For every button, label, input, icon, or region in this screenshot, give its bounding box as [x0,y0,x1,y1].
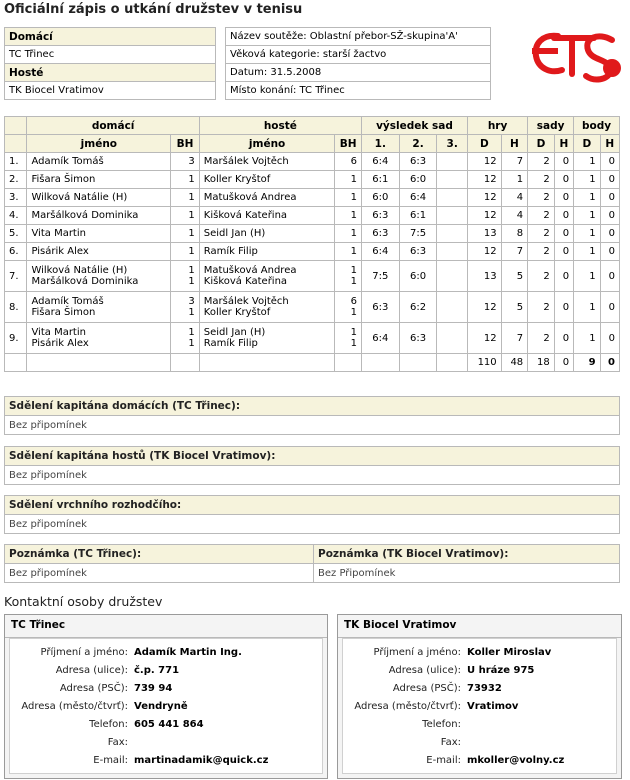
points-h: 0 [600,323,619,354]
points-h: 0 [600,243,619,261]
points-d: 1 [574,225,601,243]
set-3-score [437,171,468,189]
home-note-title: Poznámka (TC Třinec): [5,545,314,564]
sets-h: 0 [554,153,573,171]
header-set-3: 3. [437,135,468,153]
sets-d: 2 [528,261,555,292]
match-row [5,153,620,171]
guest-player-line: Kišková Kateřina [203,276,288,287]
sets-h: 0 [554,243,573,261]
sets-d: 2 [528,292,555,323]
home-player-bh [171,292,200,323]
sets-d: 2 [528,207,555,225]
home-player-bh-line: 1 [188,276,195,287]
games-d: 12 [468,189,502,207]
home-player-line: Vita Martin [31,327,86,338]
referee-title: Sdělení vrchního rozhodčího: [5,496,620,515]
home-player [27,207,171,225]
home-contact-street: č.p. 771 [134,664,180,676]
match-row [5,243,620,261]
guest-captain-title: Sdělení kapitána hostů (TK Biocel Vratimov): [5,447,620,466]
header-games-d: D [468,135,502,153]
match-row [5,171,620,189]
guest-player-bh-line: 1 [350,246,357,257]
guest-player [199,207,335,225]
home-player [27,261,171,292]
home-player-line: Maršálková Dominika [31,276,139,287]
header-guest: hosté [199,117,361,135]
points-h: 0 [600,225,619,243]
games-h: 1 [501,171,528,189]
games-d: 12 [468,292,502,323]
points-d: 1 [574,323,601,354]
sets-h: 0 [554,207,573,225]
guest-note-text: Bez Připomínek [314,564,620,583]
label-email: E-mail: [426,754,461,766]
guest-player [199,243,335,261]
points-h: 0 [600,171,619,189]
guest-player-bh [335,261,362,292]
header-points-h: H [600,135,619,153]
totals-empty [361,354,399,372]
guest-player-line: Maršálek Vojtěch [203,156,289,167]
guest-player-bh [335,171,362,189]
guest-note-title: Poznámka (TK Biocel Vratimov): [314,545,620,564]
label-zip: Adresa (PSČ): [392,682,461,694]
sets-h: 0 [554,261,573,292]
totals-empty [335,354,362,372]
games-d: 12 [468,171,502,189]
sets-d: 2 [528,189,555,207]
set-1-score: 6:0 [361,189,399,207]
header-sets: sady [528,117,574,135]
guest-label: Hosté [5,64,216,82]
guest-player-bh [335,207,362,225]
header-home: domácí [27,117,199,135]
set-2-score: 6:3 [399,323,437,354]
home-player-line: Pisárik Alex [31,246,89,257]
sets-d: 2 [528,323,555,354]
guest-player-bh [335,292,362,323]
home-captain-note [4,396,620,435]
sets-h: 0 [554,323,573,354]
home-player-bh [171,153,200,171]
home-player-line: Wilková Natálie (H) [31,265,128,276]
header-games-h: H [501,135,528,153]
guest-player [199,261,335,292]
guest-player-line: Maršálek Vojtěch [203,296,289,307]
header-guest-name: jméno [199,135,335,153]
home-contact-fax [134,733,268,751]
guest-player-bh-line: 1 [350,192,357,203]
header-corner-2 [5,135,27,153]
points-h: 0 [600,292,619,323]
home-captain-text: Bez připomínek [5,416,620,435]
guest-player-bh-line: 6 [350,296,357,307]
guest-player-line: Ramík Filip [203,338,258,349]
set-1-score: 7:5 [361,261,399,292]
label-zip: Adresa (PSČ): [59,682,128,694]
guest-player-line: Ramík Filip [203,246,258,257]
games-d: 12 [468,243,502,261]
page-title: Oficiální zápis o utkání družstev v tenisu [4,2,303,17]
games-d: 12 [468,323,502,354]
header-score: výsledek sad [361,117,467,135]
label-city: Adresa (město/čtvrť): [354,700,461,712]
set-3-score [437,323,468,354]
totals-empty [399,354,437,372]
label-name: Příjmení a jméno: [373,646,461,658]
referee-note [4,495,620,534]
total-points-d: 9 [574,354,601,372]
set-1-score: 6:3 [361,292,399,323]
set-3-score [437,292,468,323]
home-captain-title: Sdělení kapitána domácích (TC Třinec): [5,397,620,416]
match-number: 8. [5,292,27,323]
totals-empty [27,354,171,372]
header-set-1: 1. [361,135,399,153]
header-set-2: 2. [399,135,437,153]
match-number: 5. [5,225,27,243]
set-2-score: 6:0 [399,261,437,292]
header-points: body [574,117,620,135]
guest-player [199,292,335,323]
guest-player [199,323,335,354]
label-phone: Telefon: [89,718,128,730]
home-contact-city: Vendryně [134,700,188,712]
total-points-h: 0 [600,354,619,372]
points-d: 1 [574,207,601,225]
label-street: Adresa (ulice): [388,664,461,676]
total-games-d: 110 [468,354,502,372]
points-h: 0 [600,189,619,207]
match-number: 3. [5,189,27,207]
guest-contact-name: Koller Miroslav [467,646,552,658]
home-player-bh [171,243,200,261]
header-points-d: D [574,135,601,153]
guest-player-bh-line: 1 [350,307,357,318]
set-3-score [437,207,468,225]
guest-player [199,153,335,171]
set-2-score: 6:2 [399,292,437,323]
sets-d: 2 [528,153,555,171]
guest-player [199,171,335,189]
guest-contact-email[interactable]: mkoller@volny.cz [467,754,565,766]
set-3-score [437,189,468,207]
games-d: 12 [468,153,502,171]
totals-empty [171,354,200,372]
points-h: 0 [600,207,619,225]
set-3-score [437,243,468,261]
header-corner [5,117,27,135]
set-1-score: 6:4 [361,243,399,261]
guest-contact-table [343,643,564,769]
home-player [27,171,171,189]
total-games-h: 48 [501,354,528,372]
age-category: Věková kategorie: starší žactvo [226,46,491,64]
home-label: Domácí [5,28,216,46]
games-h: 4 [501,207,528,225]
match-row [5,207,620,225]
sets-d: 2 [528,243,555,261]
home-player-bh-line: 1 [188,246,195,257]
competition-name: Název soutěže: Oblastní přebor-SŽ-skupina'A' [226,28,491,46]
sets-h: 0 [554,225,573,243]
guest-player-bh-line: 1 [350,327,357,338]
home-contact-team: TC Třinec [5,615,327,638]
home-player-line: Fišara Šimon [31,174,96,185]
home-player-bh-line: 1 [188,228,195,239]
set-3-score [437,153,468,171]
guest-team-name: TK Biocel Vratimov [5,82,216,100]
set-2-score: 6:3 [399,153,437,171]
home-player-line: Fišara Šimon [31,307,96,318]
set-1-score: 6:4 [361,153,399,171]
guest-player-line: Seidl Jan (H) [203,228,266,239]
contacts-section-title: Kontaktní osoby družstev [4,594,163,609]
teams-box [4,27,216,100]
total-sets-h: 0 [554,354,573,372]
games-h: 8 [501,225,528,243]
match-date: Datum: 31.5.2008 [226,64,491,82]
guest-player-line: Seidl Jan (H) [203,327,266,338]
home-player-bh-line: 3 [188,296,195,307]
guest-captain-note [4,446,620,485]
guest-player-bh-line: 1 [350,210,357,221]
match-venue: Místo konání: TC Třinec [226,82,491,100]
home-player-line: Vita Martin [31,228,86,239]
match-number: 6. [5,243,27,261]
match-number: 9. [5,323,27,354]
home-player-bh-line: 1 [188,265,195,276]
guest-player [199,189,335,207]
guest-player-line: Kišková Kateřina [203,210,288,221]
home-player-bh [171,207,200,225]
sets-h: 0 [554,189,573,207]
team-notes [4,544,620,583]
guest-player-bh-line: 1 [350,174,357,185]
set-2-score: 6:3 [399,243,437,261]
referee-text: Bez připomínek [5,515,620,534]
guest-contact-street: U hráze 975 [467,664,535,676]
guest-player-bh-line: 1 [350,338,357,349]
guest-player-bh [335,323,362,354]
games-d: 13 [468,261,502,292]
points-d: 1 [574,243,601,261]
home-player-bh [171,171,200,189]
match-number: 2. [5,171,27,189]
sets-d: 2 [528,225,555,243]
home-player-bh-line: 1 [188,192,195,203]
match-row [5,323,620,354]
home-player [27,189,171,207]
set-1-score: 6:4 [361,323,399,354]
home-contact-zip: 739 94 [134,682,173,694]
label-fax: Fax: [440,736,461,748]
home-player-bh [171,261,200,292]
games-h: 7 [501,323,528,354]
set-2-score: 7:5 [399,225,437,243]
guest-player-line: Koller Kryštof [203,307,271,318]
guest-player-bh [335,153,362,171]
home-player [27,153,171,171]
set-1-score: 6:1 [361,171,399,189]
totals-empty [437,354,468,372]
totals-empty [5,354,27,372]
header-sets-h: H [554,135,573,153]
match-row [5,189,620,207]
points-d: 1 [574,292,601,323]
games-h: 7 [501,243,528,261]
guest-contact-zip: 73932 [467,682,502,694]
games-d: 12 [468,207,502,225]
header-games: hry [468,117,528,135]
set-3-score [437,261,468,292]
match-row [5,261,620,292]
guest-player-bh [335,189,362,207]
label-city: Adresa (město/čtvrť): [21,700,128,712]
set-3-score [437,225,468,243]
games-h: 7 [501,153,528,171]
home-team-name: TC Třinec [5,46,216,64]
header-sets-d: D [528,135,555,153]
guest-contact-team: TK Biocel Vratimov [338,615,621,638]
guest-contact-city: Vratimov [467,700,519,712]
match-number: 1. [5,153,27,171]
match-row [5,292,620,323]
points-d: 1 [574,189,601,207]
home-player-line: Pisárik Alex [31,338,89,349]
games-h: 5 [501,292,528,323]
set-2-score: 6:1 [399,207,437,225]
guest-player-line: Matušková Andrea [203,265,297,276]
guest-player-bh-line: 1 [350,228,357,239]
total-sets-d: 18 [528,354,555,372]
home-contact-email[interactable]: martinadamik@quick.cz [134,754,269,766]
home-player-bh-line: 3 [188,156,195,167]
guest-player-bh-line: 6 [350,156,357,167]
points-h: 0 [600,261,619,292]
sets-h: 0 [554,292,573,323]
home-player-bh [171,225,200,243]
home-player-line: Adamík Tomáš [31,156,104,167]
guest-player-bh [335,243,362,261]
header-guest-bh: BH [335,135,362,153]
home-player-bh-line: 1 [188,307,195,318]
home-player-bh-line: 1 [188,338,195,349]
guest-player-bh [335,225,362,243]
sets-h: 0 [554,171,573,189]
match-row [5,225,620,243]
home-player [27,225,171,243]
guest-contact-fax [467,733,564,751]
home-contact-card [4,614,328,779]
home-contact-name: Adamík Martin Ing. [134,646,242,658]
home-player-line: Wilková Natálie (H) [31,192,128,203]
points-d: 1 [574,153,601,171]
set-2-score: 6:4 [399,189,437,207]
set-1-score: 6:3 [361,207,399,225]
home-player-bh-line: 1 [188,174,195,185]
sets-d: 2 [528,171,555,189]
home-player-bh [171,323,200,354]
results-table [4,116,620,372]
label-phone: Telefon: [422,718,461,730]
match-number: 4. [5,207,27,225]
home-contact-phone: 605 441 864 [134,718,204,730]
home-player-bh-line: 1 [188,210,195,221]
home-player [27,243,171,261]
guest-player-line: Matušková Andrea [203,192,297,203]
guest-captain-text: Bez připomínek [5,466,620,485]
home-player-bh [171,189,200,207]
label-name: Příjmení a jméno: [40,646,128,658]
guest-contact-card [337,614,622,779]
guest-player [199,225,335,243]
header-home-bh: BH [171,135,200,153]
set-1-score: 6:3 [361,225,399,243]
home-player [27,292,171,323]
header-home-name: jméno [27,135,171,153]
home-player-line: Adamík Tomáš [31,296,104,307]
label-fax: Fax: [107,736,128,748]
games-h: 5 [501,261,528,292]
points-h: 0 [600,153,619,171]
home-player-bh-line: 1 [188,327,195,338]
guest-player-bh-line: 1 [350,265,357,276]
games-h: 4 [501,189,528,207]
match-info-box [225,27,491,100]
home-contact-table [10,643,268,769]
home-player-line: Maršálková Dominika [31,210,139,221]
guest-player-bh-line: 1 [350,276,357,287]
points-d: 1 [574,261,601,292]
guest-contact-phone [467,715,564,733]
games-d: 13 [468,225,502,243]
home-note-text: Bez připomínek [5,564,314,583]
label-street: Adresa (ulice): [55,664,128,676]
points-d: 1 [574,171,601,189]
totals-empty [199,354,335,372]
label-email: E-mail: [93,754,128,766]
guest-player-line: Koller Kryštof [203,174,271,185]
club-logo [528,22,624,86]
match-number: 7. [5,261,27,292]
home-player [27,323,171,354]
set-2-score: 6:0 [399,171,437,189]
